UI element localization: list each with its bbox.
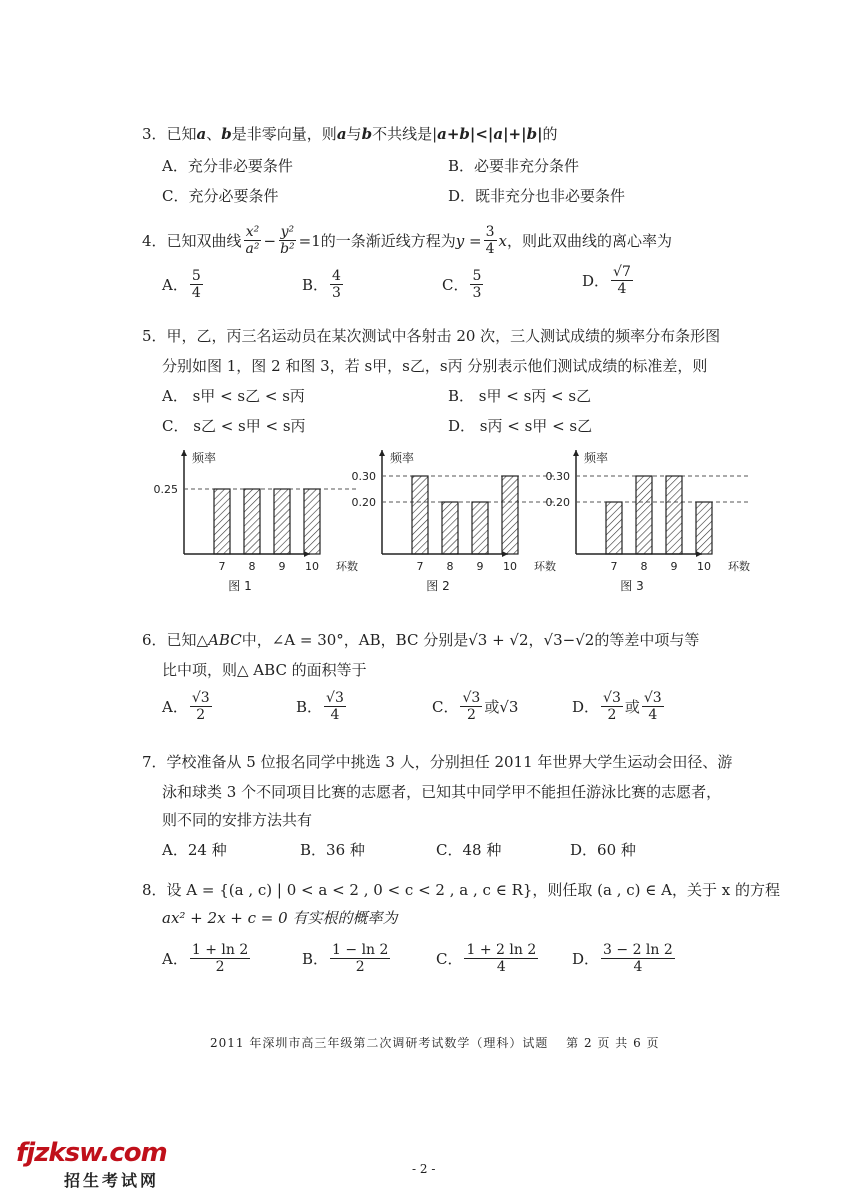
- x-tick-label: 9: [476, 560, 484, 573]
- y-tick-label: 0.20: [545, 496, 570, 509]
- q3-option-c: C．充分必要条件: [162, 187, 279, 205]
- y-axis-label: 频率: [390, 451, 415, 465]
- page-number: - 2 -: [412, 1162, 436, 1176]
- x-tick-label: 10: [305, 560, 319, 573]
- q5-option-b: B． s甲 < s丙 < s乙: [448, 387, 592, 405]
- q8-line-1: 8．设 A = {(a , c) | 0 < a < 2 , 0 < c < 2 , a , c ∈ R}，则任取 (a , c) ∈ A，关于 x 的方程: [142, 881, 780, 899]
- bar: [304, 489, 320, 554]
- q6-line-1: 6．已知△ABC中，∠A = 30°，AB，BC 分别是√3 + √2，√3−√2的等差中项与等: [142, 631, 700, 649]
- y-axis-arrow: [181, 450, 187, 456]
- q4-option-a: A． $\frac{5}{4}$: [162, 268, 201, 301]
- q5-option-c: C． s乙 < s甲 < s丙: [162, 417, 306, 435]
- q8-option-a: A． $\frac{1 + \ln 2}{2}$: [162, 942, 249, 975]
- x-axis-label: 环数: [336, 560, 358, 573]
- chart-3: [546, 450, 751, 593]
- q4-y-fraction: $\frac{\text{y²}}{\text{b²}}$: [280, 224, 295, 257]
- chart-2: [352, 450, 557, 593]
- bar: [442, 502, 458, 554]
- q6-line-2: 比中项，则△ ABC 的面积等于: [162, 661, 367, 679]
- bar: [606, 502, 622, 554]
- q3-option-a: A．充分非必要条件: [162, 157, 293, 175]
- page-footer: 2011 年深圳市高三年级第二次调研考试数学（理科）试题 第 2 页 共 6 页: [210, 1036, 660, 1050]
- q5-line-1: 5．甲，乙，丙三名运动员在某次测试中各射击 20 次，三人测试成绩的频率分布条形图: [142, 327, 721, 345]
- x-tick-label: 9: [670, 560, 678, 573]
- site-logo-subtitle: 招生考试网: [64, 1171, 160, 1190]
- q4-option-b: B． $\frac{4}{3}$: [302, 268, 341, 301]
- bar: [412, 476, 428, 554]
- chart-caption: 图 1: [228, 579, 252, 593]
- bar: [502, 476, 518, 554]
- q7-line-2: 泳和球类 3 个不同项目比赛的志愿者，已知其中同学甲不能担任游泳比赛的志愿者，: [162, 783, 722, 801]
- q7-option-d: D．60 种: [570, 841, 636, 859]
- bar: [696, 502, 712, 554]
- q7-option-c: C．48 种: [436, 841, 502, 859]
- y-axis-label: 频率: [584, 451, 609, 465]
- x-tick-label: 7: [416, 560, 424, 573]
- q6-option-b: B． $\frac{√3}{4}$: [296, 690, 344, 723]
- bar: [666, 476, 682, 554]
- y-tick-label: 0.30: [351, 470, 376, 483]
- q3-option-b: B．必要非充分条件: [448, 157, 580, 175]
- q5-option-a: A． s甲 < s乙 < s丙: [162, 387, 305, 405]
- q8-option-b: B． $\frac{1 - \ln 2}{2}$: [302, 942, 389, 975]
- y-axis-arrow: [379, 450, 385, 456]
- q4-option-d: D． $\frac{√7}{4}$: [582, 264, 631, 297]
- x-tick-label: 8: [640, 560, 648, 573]
- x-tick-label: 7: [218, 560, 226, 573]
- x-tick-label: 8: [446, 560, 454, 573]
- q8-line-2: ax² + 2x + c = 0 有实根的概率为: [162, 909, 398, 927]
- x-tick-label: 9: [278, 560, 286, 573]
- chart-caption: 图 2: [426, 579, 450, 593]
- x-tick-label: 7: [610, 560, 618, 573]
- q6-option-a: A． $\frac{√3}{2}$: [162, 690, 210, 723]
- x-tick-label: 10: [697, 560, 711, 573]
- q3-option-d: D．既非充分也非必要条件: [448, 187, 626, 205]
- chart-1: [154, 450, 359, 593]
- bar: [214, 489, 230, 554]
- bar: [274, 489, 290, 554]
- q4-x-fraction: $\frac{\text{x²}}{\text{a²}}$: [245, 224, 260, 257]
- q5-line-2: 分别如图 1，图 2 和图 3，若 s甲，s乙，s丙 分别表示他们测试成绩的标准差，则: [162, 357, 708, 375]
- y-axis-label: 频率: [192, 451, 217, 465]
- x-tick-label: 8: [248, 560, 256, 573]
- q6-option-c: C． $\frac{√3}{2}$ 或 √3: [432, 690, 519, 723]
- q4-option-c: C． $\frac{5}{3}$: [442, 268, 482, 301]
- y-tick-label: 0.30: [545, 470, 570, 483]
- bar: [472, 502, 488, 554]
- bar: [636, 476, 652, 554]
- y-axis-arrow: [573, 450, 579, 456]
- chart-caption: 图 3: [620, 579, 644, 593]
- q7-line-1: 7．学校准备从 5 位报名同学中挑选 3 人，分别担任 2011 年世界大学生运动会田径、游: [142, 753, 733, 771]
- y-tick-label: 0.25: [153, 483, 178, 496]
- q8-option-d: D． $\frac{3 - 2 \ln 2}{4}$: [572, 942, 673, 975]
- q8-option-c: C． $\frac{1 + 2 \ln 2}{4}$: [436, 942, 537, 975]
- site-logo[interactable]: [16, 1138, 167, 1191]
- q7-option-b: B．36 种: [300, 841, 365, 859]
- q4-slope-fraction: $\frac{3}{4}$: [485, 224, 495, 257]
- q7-option-a: A．24 种: [162, 841, 227, 859]
- bar: [244, 489, 260, 554]
- x-axis-label: 环数: [534, 560, 556, 573]
- frequency-charts: [140, 446, 750, 596]
- q4-stem: 4．已知双曲线 $\frac{\text{x²}}{\text{a²}}$ − $\frac{\text{y²}}{\text{b²}}$ =1的一条渐近线方程为 y = $\frac{3}{4}$ x ，则此双曲线的离心率为: [142, 224, 673, 257]
- site-logo-brand: fjzksw.com: [16, 1138, 167, 1168]
- x-axis-label: 环数: [728, 560, 750, 573]
- q7-line-3: 则不同的安排方法共有: [162, 811, 313, 829]
- q5-option-d: D． s丙 < s甲 < s乙: [448, 417, 593, 435]
- q6-option-d: D． $\frac{√3}{2}$ 或 $\frac{√3}{4}$: [572, 690, 662, 723]
- x-tick-label: 10: [503, 560, 517, 573]
- y-tick-label: 0.20: [351, 496, 376, 509]
- q3-stem: 3．已知a、b是非零向量，则a与b不共线是|a+b|<|a|+|b|的: [142, 125, 558, 143]
